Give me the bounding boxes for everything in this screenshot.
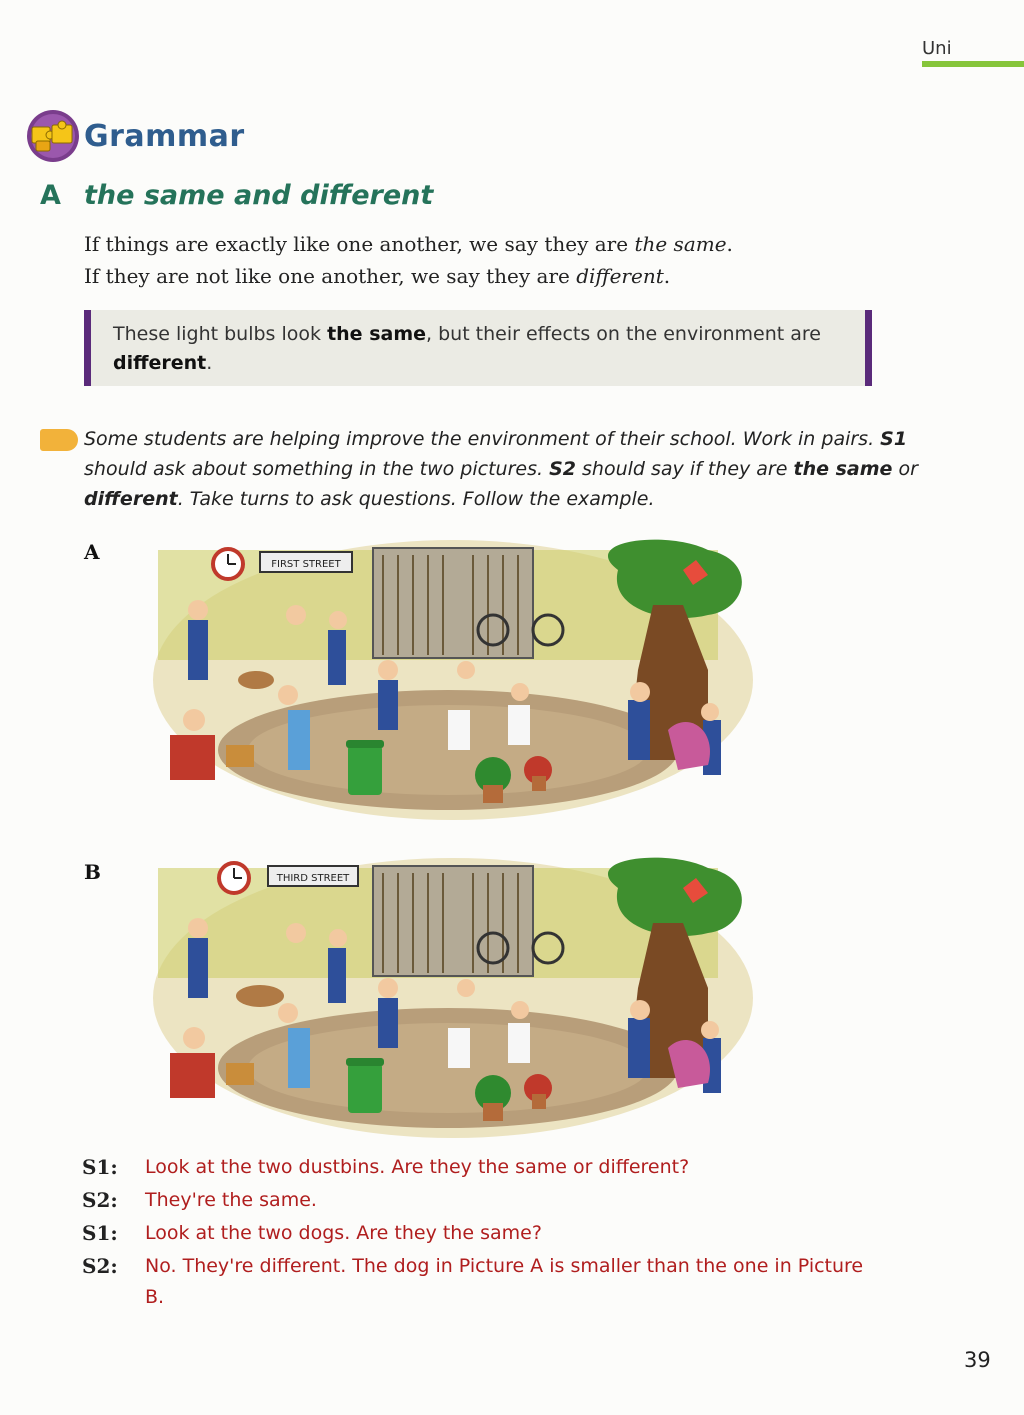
unit-tab-bar — [922, 61, 1024, 67]
intro-text — [84, 228, 733, 292]
part-a-title: the same and different — [84, 180, 434, 211]
dialogue-speaker: S2: — [82, 1254, 118, 1278]
example-dialogue — [82, 1152, 942, 1315]
picture-a-street-sign: FIRST STREET — [271, 559, 341, 570]
picture-b-label: B — [84, 860, 101, 884]
grammar-heading — [26, 108, 245, 164]
intro-line: If things are exactly like one another, we say they are the same. — [84, 232, 733, 256]
dialogue-line — [82, 1251, 942, 1313]
dialogue-line — [82, 1152, 942, 1183]
dialogue-line — [82, 1218, 942, 1249]
dialogue-text: Look at the two dogs. Are they the same? — [145, 1222, 542, 1244]
example-box: These light bulbs look the same, but their effects on the environment are different. — [84, 310, 872, 386]
dialogue-text: Look at the two dustbins. Are they the same or different? — [145, 1156, 690, 1178]
picture-b-illustration — [148, 848, 758, 1138]
picture-a-label: A — [84, 540, 100, 564]
page-number: 39 — [964, 1348, 991, 1372]
dialogue-line — [82, 1185, 942, 1216]
dialogue-text: They're the same. — [145, 1189, 317, 1211]
unit-tab — [922, 38, 1024, 67]
intro-line: If they are not like one another, we say they are different. — [84, 264, 671, 288]
grammar-puzzle-icon — [26, 109, 80, 163]
part-a-heading — [40, 180, 433, 211]
picture-a-illustration — [148, 530, 758, 820]
dialogue-text: No. They're different. The dog in Picture A is smaller than the one in Picture B. — [145, 1255, 864, 1308]
dialogue-speaker: S2: — [82, 1188, 118, 1212]
part-a-letter: A — [40, 180, 61, 211]
instructions: Some students are helping improve the environment of their school. Work in pairs. S1 should ask about something in the two pictures. S2 should say if they are the same or different. Take turns to ask questions. Follow the example. — [84, 428, 918, 510]
section-title: Grammar — [84, 118, 245, 154]
dialogue-speaker: S1: — [82, 1155, 118, 1179]
unit-tab-label: Uni — [922, 38, 952, 59]
instruction-marker — [40, 429, 78, 451]
picture-b-street-sign: THIRD STREET — [276, 873, 350, 884]
dialogue-speaker: S1: — [82, 1221, 118, 1245]
